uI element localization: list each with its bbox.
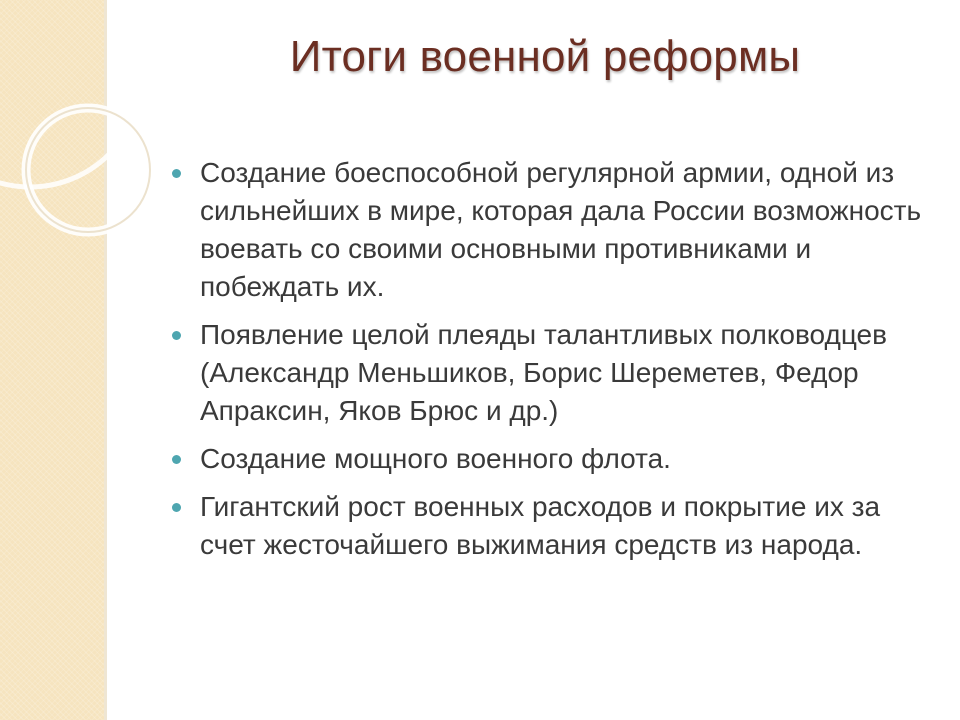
bullet-item — [172, 440, 942, 478]
bullet-text: Гигантский рост военных расходов и покрытие их за счет жесточайшего выжимания средств из народа. — [200, 491, 881, 560]
bullet-text: Создание боеспособной регулярной армии, одной из сильнейших в мире, которая дала России возможность воевать со своими основными противниками и побеждать их. — [200, 157, 922, 302]
bullet-item — [172, 488, 942, 564]
bullet-item — [172, 154, 942, 306]
bullet-dot-icon — [172, 503, 181, 512]
decorative-side-panel — [0, 0, 104, 720]
bullet-dot-icon — [172, 331, 181, 340]
bullet-dot-icon — [172, 455, 181, 464]
bullet-text: Появление целой плеяды талантливых полководцев (Александр Меньшиков, Борис Шереметев, Федор Апраксин, Яков Брюс и др.) — [200, 319, 887, 426]
bullet-dot-icon — [172, 169, 181, 178]
slide-title: Итоги военной реформы — [289, 32, 801, 81]
bullet-list — [172, 154, 942, 574]
bullet-text: Создание мощного военного флота. — [200, 443, 671, 474]
bullet-item — [172, 316, 942, 430]
side-panel-edge — [104, 0, 107, 720]
